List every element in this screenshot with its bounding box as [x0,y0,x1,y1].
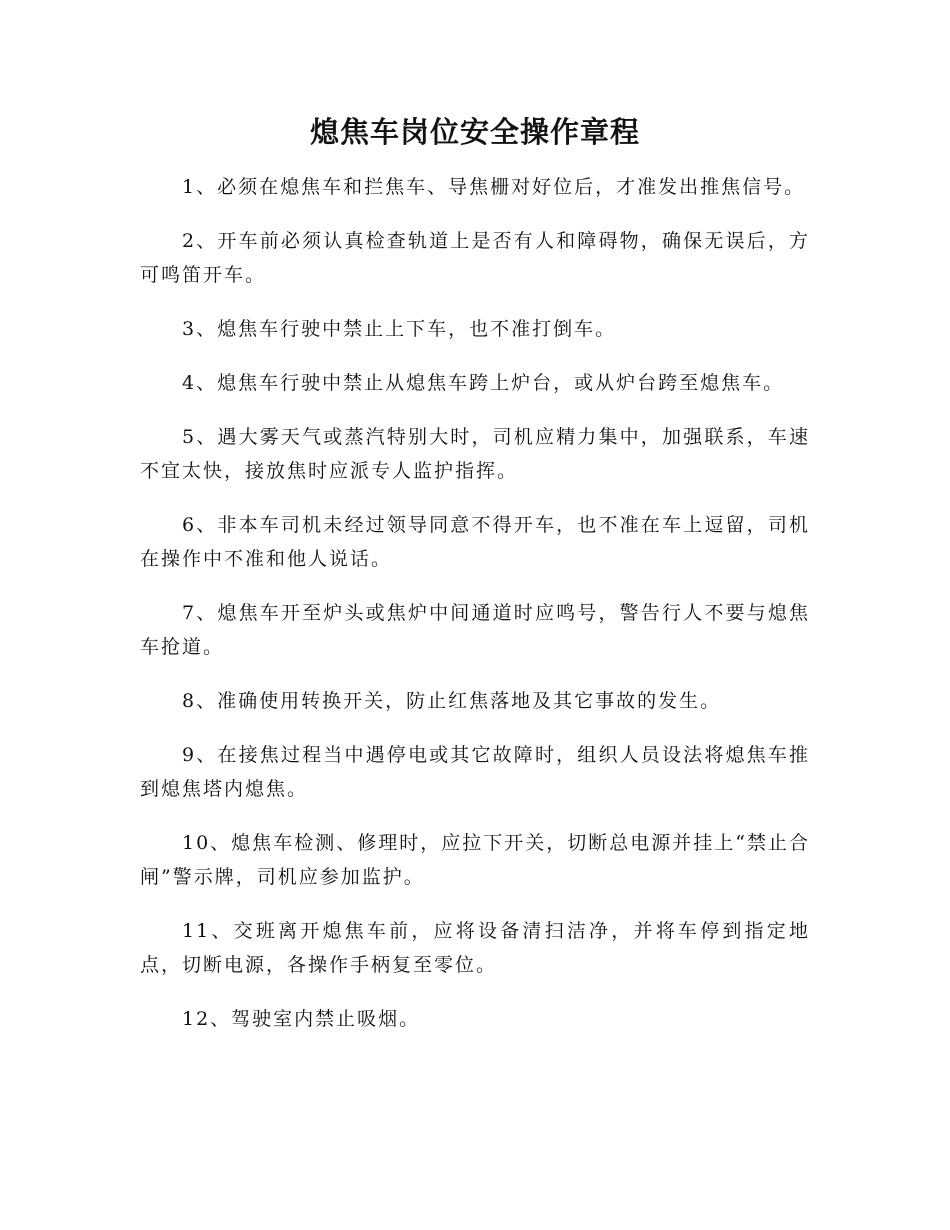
clause-1: 1、必须在熄焦车和拦焦车、导焦栅对好位后，才准发出推焦信号。 [182,176,806,198]
clause-5: 5、遇大雾天气或蒸汽特别大时，司机应精力集中，加强联系，车速不宜太快，接放焦时应派专人监护指挥。 [140,426,810,482]
clause-3: 3、熄焦车行驶中禁止上下车，也不准打倒车。 [182,318,617,340]
clause-4: 4、熄焦车行驶中禁止从熄焦车跨上炉台，或从炉台跨至熄焦车。 [182,372,785,394]
clause-9: 9、在接焦过程当中遇停电或其它故障时，组织人员设法将熄焦车推到熄焦塔内熄焦。 [140,744,810,800]
clause-8: 8、准确使用转换开关，防止红焦落地及其它事故的发生。 [182,690,722,712]
clause-11: 11、交班离开熄焦车前，应将设备清扫洁净，并将车停到指定地点，切断电源，各操作手柄复至零位。 [140,920,810,976]
clause-7: 7、熄焦车开至炉头或焦炉中间通道时应鸣号，警告行人不要与熄焦车抢道。 [140,602,810,658]
document-title: 熄焦车岗位安全操作章程 [309,115,640,149]
clause-12: 12、驾驶室内禁止吸烟。 [182,1008,421,1030]
clause-2: 2、开车前必须认真检查轨道上是否有人和障碍物，确保无误后，方可鸣笛开车。 [140,230,810,286]
clause-10: 10、熄焦车检测、修理时，应拉下开关，切断总电源并挂上“禁止合闸”警示牌，司机应参加监护。 [140,832,810,888]
clause-list [140,170,810,1036]
clause-6: 6、非本车司机未经过领导同意不得开车，也不准在车上逗留，司机在操作中不准和他人说话。 [140,514,810,570]
